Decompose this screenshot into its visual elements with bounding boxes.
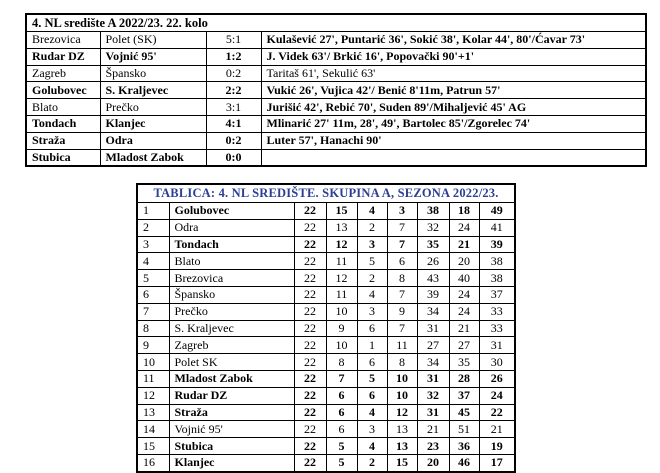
stat-cell: 22 (294, 337, 326, 354)
score-cell: 0:0 (206, 149, 261, 166)
stat-cell: 46 (449, 454, 479, 471)
stat-cell: 22 (294, 421, 326, 438)
score-cell: 3:1 (206, 99, 261, 116)
standings-row (137, 387, 515, 404)
position-cell: 7 (137, 303, 169, 320)
stat-cell: 6 (387, 253, 417, 270)
result-row (26, 48, 646, 65)
stat-cell: 26 (479, 370, 515, 387)
standings-row (137, 320, 515, 337)
standings-row (137, 370, 515, 387)
stat-cell: 22 (294, 303, 326, 320)
position-cell: 2 (137, 219, 169, 236)
stat-cell: 2 (357, 270, 387, 287)
stat-cell: 22 (294, 253, 326, 270)
stat-cell: 11 (387, 337, 417, 354)
stat-cell: 24 (449, 219, 479, 236)
stat-cell: 19 (479, 438, 515, 455)
stat-cell: 49 (479, 203, 515, 220)
team-cell: Prečko (169, 303, 294, 320)
stat-cell: 6 (326, 387, 357, 404)
results-title-row (26, 14, 646, 32)
stat-cell: 7 (326, 370, 357, 387)
stat-cell: 11 (326, 286, 357, 303)
position-cell: 11 (137, 370, 169, 387)
stat-cell: 6 (326, 404, 357, 421)
stat-cell: 22 (294, 454, 326, 471)
stat-cell: 2 (357, 454, 387, 471)
away-team-cell: Špansko (100, 65, 206, 82)
scorers-cell: Taritaš 61', Sekulić 63' (261, 65, 646, 82)
stat-cell: 5 (326, 454, 357, 471)
stat-cell: 21 (417, 421, 449, 438)
standings-row (137, 303, 515, 320)
result-row (26, 99, 646, 116)
stat-cell: 31 (417, 370, 449, 387)
team-cell: Stubica (169, 438, 294, 455)
team-cell: Mladost Zabok (169, 370, 294, 387)
stat-cell: 15 (326, 203, 357, 220)
stat-cell: 22 (294, 387, 326, 404)
away-team-cell: Vojnić 95' (100, 48, 206, 65)
stat-cell: 20 (417, 454, 449, 471)
stat-cell: 1 (357, 337, 387, 354)
stat-cell: 3 (357, 236, 387, 253)
stat-cell: 24 (449, 286, 479, 303)
stat-cell: 2 (357, 219, 387, 236)
stat-cell: 22 (479, 404, 515, 421)
stat-cell: 45 (449, 404, 479, 421)
standings-row (137, 286, 515, 303)
position-cell: 9 (137, 337, 169, 354)
stat-cell: 38 (479, 253, 515, 270)
stat-cell: 6 (326, 421, 357, 438)
scorers-cell (261, 149, 646, 166)
result-row (26, 149, 646, 166)
home-team-cell: Blato (26, 99, 100, 116)
away-team-cell: Polet (SK) (100, 32, 206, 49)
away-team-cell: S. Kraljevec (100, 82, 206, 99)
score-cell: 2:2 (206, 82, 261, 99)
home-team-cell: Brezovica (26, 32, 100, 49)
scorers-cell: Luter 57', Hanachi 90' (261, 132, 646, 149)
home-team-cell: Rudar DZ (26, 48, 100, 65)
home-team-cell: Straža (26, 132, 100, 149)
standings-row (137, 253, 515, 270)
stat-cell: 36 (449, 438, 479, 455)
home-team-cell: Tondach (26, 115, 100, 132)
stat-cell: 30 (479, 354, 515, 371)
stat-cell: 24 (449, 303, 479, 320)
team-cell: Brezovica (169, 270, 294, 287)
score-cell: 4:1 (206, 115, 261, 132)
stat-cell: 22 (294, 354, 326, 371)
stat-cell: 5 (357, 253, 387, 270)
standings-title: TABLICA: 4. NL SREDIŠTE. SKUPINA A, SEZONA 2022/23. (137, 184, 515, 203)
position-cell: 1 (137, 203, 169, 220)
stat-cell: 35 (449, 354, 479, 371)
standings-title-row (137, 184, 515, 203)
stat-cell: 22 (294, 438, 326, 455)
stat-cell: 21 (479, 421, 515, 438)
stat-cell: 23 (417, 438, 449, 455)
team-cell: Straža (169, 404, 294, 421)
stat-cell: 10 (326, 337, 357, 354)
stat-cell: 18 (449, 203, 479, 220)
scorers-cell: Jurišić 42', Rebić 70', Suden 89'/Mihaljević 45' AG (261, 99, 646, 116)
position-cell: 4 (137, 253, 169, 270)
stat-cell: 12 (326, 236, 357, 253)
stat-cell: 6 (357, 320, 387, 337)
stat-cell: 21 (449, 320, 479, 337)
scorers-cell: Mlinarić 27' 11m, 28', 49', Bartolec 85'/Zgorelec 74' (261, 115, 646, 132)
standings-row (137, 236, 515, 253)
stat-cell: 6 (357, 354, 387, 371)
stat-cell: 39 (479, 236, 515, 253)
stat-cell: 41 (479, 219, 515, 236)
stat-cell: 34 (417, 303, 449, 320)
standings-table (136, 183, 516, 473)
stat-cell: 6 (357, 387, 387, 404)
stat-cell: 22 (294, 286, 326, 303)
results-title: 4. NL središte A 2022/23. 22. kolo (26, 14, 646, 32)
results-table-body (26, 32, 646, 167)
team-cell: Blato (169, 253, 294, 270)
stat-cell: 13 (326, 219, 357, 236)
standings-row (137, 270, 515, 287)
score-cell: 5:1 (206, 32, 261, 49)
stat-cell: 3 (357, 421, 387, 438)
stat-cell: 27 (417, 337, 449, 354)
result-row (26, 65, 646, 82)
position-cell: 6 (137, 286, 169, 303)
position-cell: 5 (137, 270, 169, 287)
position-cell: 12 (137, 387, 169, 404)
stat-cell: 33 (479, 320, 515, 337)
stat-cell: 4 (357, 203, 387, 220)
stat-cell: 4 (357, 286, 387, 303)
team-cell: Odra (169, 219, 294, 236)
stat-cell: 27 (449, 337, 479, 354)
stat-cell: 9 (387, 303, 417, 320)
stat-cell: 33 (479, 303, 515, 320)
standings-row (137, 203, 515, 220)
result-row (26, 82, 646, 99)
result-row (26, 115, 646, 132)
team-cell: Zagreb (169, 337, 294, 354)
position-cell: 8 (137, 320, 169, 337)
position-cell: 15 (137, 438, 169, 455)
scorers-cell: Vukić 26', Vujica 42'/ Benić 8'11m, Patrun 57' (261, 82, 646, 99)
stat-cell: 20 (449, 253, 479, 270)
stat-cell: 3 (357, 303, 387, 320)
team-cell: Golubovec (169, 203, 294, 220)
stat-cell: 13 (387, 421, 417, 438)
scorers-cell: J. Videk 63'/ Brkić 16', Popovački 90'+1' (261, 48, 646, 65)
stat-cell: 7 (387, 236, 417, 253)
stat-cell: 22 (294, 236, 326, 253)
stat-cell: 38 (479, 270, 515, 287)
standings-row (137, 421, 515, 438)
position-cell: 13 (137, 404, 169, 421)
result-row (26, 32, 646, 49)
stat-cell: 22 (294, 370, 326, 387)
away-team-cell: Klanjec (100, 115, 206, 132)
stat-cell: 31 (417, 320, 449, 337)
stat-cell: 11 (326, 253, 357, 270)
stat-cell: 17 (479, 454, 515, 471)
stat-cell: 32 (417, 387, 449, 404)
team-cell: Klanjec (169, 454, 294, 471)
stat-cell: 7 (387, 320, 417, 337)
stat-cell: 15 (387, 454, 417, 471)
position-cell: 10 (137, 354, 169, 371)
team-cell: Rudar DZ (169, 387, 294, 404)
stat-cell: 7 (387, 286, 417, 303)
position-cell: 3 (137, 236, 169, 253)
stat-cell: 8 (326, 354, 357, 371)
stat-cell: 31 (479, 337, 515, 354)
stat-cell: 31 (417, 404, 449, 421)
team-cell: Vojnić 95' (169, 421, 294, 438)
standings-row (137, 438, 515, 455)
standings-row (137, 404, 515, 421)
standings-row (137, 337, 515, 354)
stat-cell: 22 (294, 404, 326, 421)
stat-cell: 40 (449, 270, 479, 287)
stat-cell: 32 (417, 219, 449, 236)
stat-cell: 34 (417, 354, 449, 371)
stat-cell: 38 (417, 203, 449, 220)
stat-cell: 3 (387, 203, 417, 220)
stat-cell: 37 (479, 286, 515, 303)
stat-cell: 4 (357, 438, 387, 455)
stat-cell: 24 (479, 387, 515, 404)
stat-cell: 26 (417, 253, 449, 270)
stat-cell: 22 (294, 270, 326, 287)
away-team-cell: Mladost Zabok (100, 149, 206, 166)
stat-cell: 43 (417, 270, 449, 287)
stat-cell: 8 (387, 354, 417, 371)
stat-cell: 13 (387, 438, 417, 455)
standings-row (137, 354, 515, 371)
stat-cell: 5 (326, 438, 357, 455)
team-cell: Špansko (169, 286, 294, 303)
stat-cell: 21 (449, 236, 479, 253)
stat-cell: 10 (387, 370, 417, 387)
team-cell: S. Kraljevec (169, 320, 294, 337)
stat-cell: 51 (449, 421, 479, 438)
team-cell: Polet SK (169, 354, 294, 371)
stat-cell: 22 (294, 320, 326, 337)
stat-cell: 39 (417, 286, 449, 303)
position-cell: 14 (137, 421, 169, 438)
home-team-cell: Stubica (26, 149, 100, 166)
standings-row (137, 219, 515, 236)
score-cell: 0:2 (206, 132, 261, 149)
away-team-cell: Odra (100, 132, 206, 149)
stat-cell: 22 (294, 203, 326, 220)
stat-cell: 10 (387, 387, 417, 404)
stat-cell: 5 (357, 370, 387, 387)
stat-cell: 22 (294, 219, 326, 236)
score-cell: 1:2 (206, 48, 261, 65)
result-row (26, 132, 646, 149)
position-cell: 16 (137, 454, 169, 471)
away-team-cell: Prečko (100, 99, 206, 116)
stat-cell: 28 (449, 370, 479, 387)
stat-cell: 12 (387, 404, 417, 421)
scorers-cell: Kulašević 27', Puntarić 36', Sokić 38', Kolar 44', 80'/Ćavar 73' (261, 32, 646, 49)
home-team-cell: Zagreb (26, 65, 100, 82)
stat-cell: 37 (449, 387, 479, 404)
stat-cell: 4 (357, 404, 387, 421)
stat-cell: 35 (417, 236, 449, 253)
stat-cell: 10 (326, 303, 357, 320)
stat-cell: 8 (387, 270, 417, 287)
standings-table-body (137, 203, 515, 472)
score-cell: 0:2 (206, 65, 261, 82)
standings-row (137, 454, 515, 471)
stat-cell: 12 (326, 270, 357, 287)
results-table (25, 13, 647, 167)
home-team-cell: Golubovec (26, 82, 100, 99)
team-cell: Tondach (169, 236, 294, 253)
stat-cell: 9 (326, 320, 357, 337)
stat-cell: 7 (387, 219, 417, 236)
